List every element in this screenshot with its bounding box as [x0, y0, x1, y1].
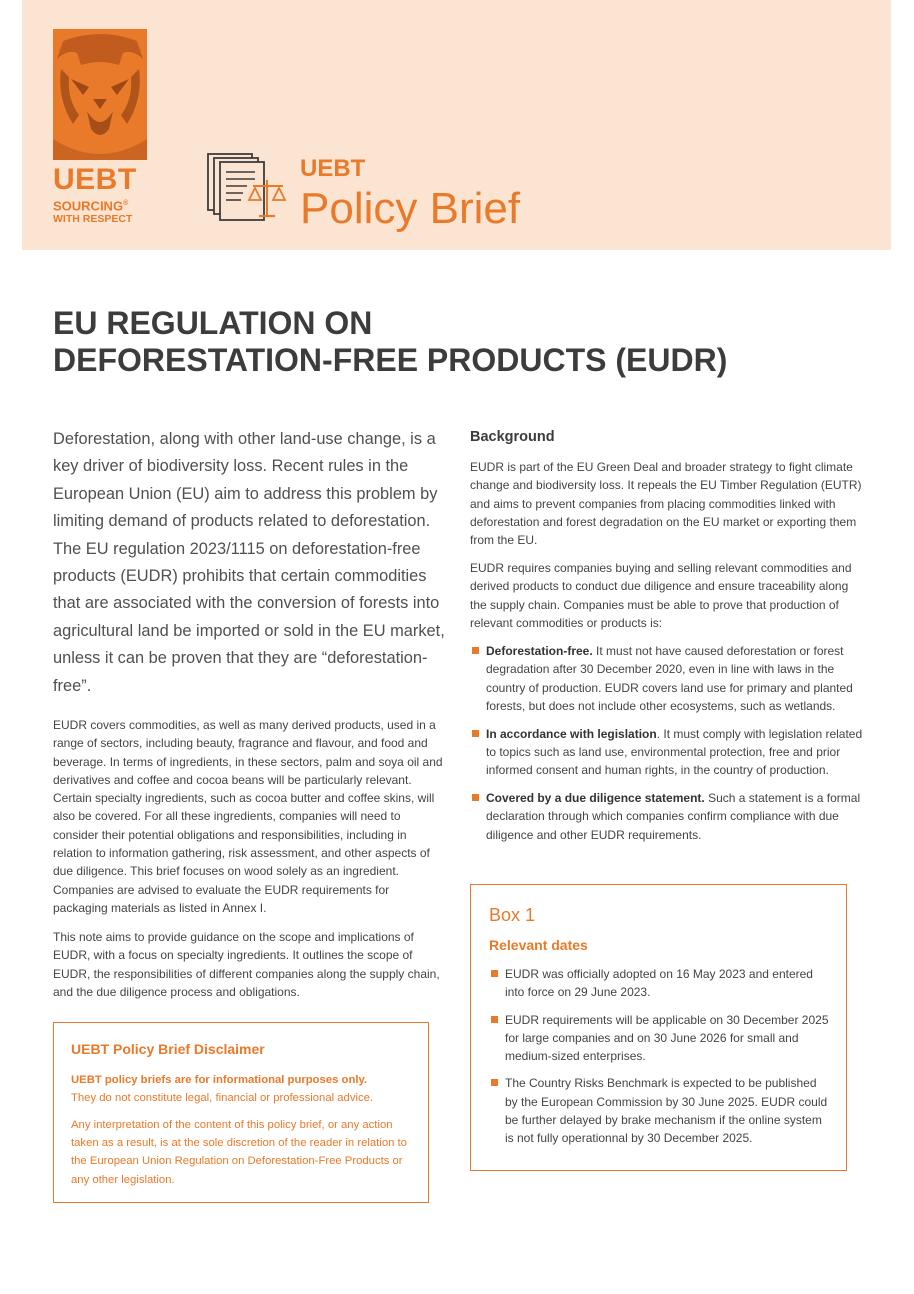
tiger-face-icon: [53, 29, 147, 160]
background-heading: Background: [470, 429, 555, 445]
box-subtitle: Relevant dates: [489, 937, 588, 953]
disclaimer-title: UEBT Policy Brief Disclaimer: [71, 1041, 265, 1057]
purpose-paragraph: This note aims to provide guidance on the scope and implications of EUDR, with a focus on specialty ingredients. It outlines the scope of EUDR, the responsibilities of different companies along the supply chain, and the due diligence process and obligations.: [53, 930, 440, 999]
scope-paragraph: EUDR covers commodities, as well as many derived products, used in a range of sectors, including beauty, fragrance and flavour, and food and beverage. In terms of ingredients, in these sectors, palm and soya oil and derivatives and coffee and cocoa beans will be particularly relevant. Certain specialty ingredients, such as cocoa butter and coffee skins, will also be covered. For all these ingredients, companies will need to consider their potential obligations and responsibilities, including in relation to information gathering, risk assessment, and other aspects of due diligence. This brief focuses on wood solely as an ingredient. Companies are advised to evaluate the EUDR requirements for packaging materials as listed in Annex I.: [53, 718, 443, 915]
list-item: [489, 965, 829, 1002]
brief-org: UEBT: [300, 155, 366, 182]
list-item-text: . It must comply with legislation related to topics such as land use, environmental protection, free and prior informed consent and human rights, in the country of production.: [486, 726, 863, 778]
list-item: [489, 1011, 829, 1066]
page-title-line-1: EU REGULATION ON: [53, 305, 373, 341]
list-item-text: EUDR was officially adopted on 16 May 2023 and entered into force on 29 June 2023.: [505, 967, 813, 1000]
list-item: [489, 1074, 829, 1147]
list-item-bold: Deforestation-free.: [486, 644, 593, 658]
bullet-square-icon: [491, 970, 498, 977]
lead-text-1: Deforestation, along with other land-use change, is a key driver of biodiversity loss. Recent rules in the European Union (EU) aim to address this problem by limiting demand of products related to deforestation.: [53, 430, 438, 531]
list-item-text: Such a statement is a formal declaration through which companies confirm compliance with due diligence and other EUDR requirements.: [486, 791, 861, 842]
list-item: [470, 642, 865, 715]
dates-list: [489, 965, 829, 1157]
uebt-logo-text: [53, 165, 163, 225]
page-title-line-2: DEFORESTATION-FREE PRODUCTS (EUDR): [53, 342, 728, 378]
logo-brand: UEBT: [53, 163, 137, 196]
disclaimer-intro: [71, 1071, 416, 1107]
box-title: Box 1: [489, 905, 536, 925]
bullet-square-icon: [491, 1079, 498, 1086]
bullet-square-icon: [491, 1016, 498, 1023]
bullet-square-icon: [472, 647, 479, 654]
disclaimer-intro-rest: They do not constitute legal, financial or professional advice.: [71, 1092, 374, 1104]
background-paragraph-1: EUDR is part of the EU Green Deal and broader strategy to fight climate change and biodiversity loss. It repeals the EU Timber Regulation (EUTR) and aims to prevent companies from placing commodities linked with deforestation and forest degradation on the EU market or exporting them from the EU.: [470, 460, 862, 548]
uebt-logo-mark: [53, 29, 147, 160]
logo-tagline-2: WITH RESPECT: [53, 213, 133, 226]
disclaimer-intro-bold: UEBT policy briefs are for informational purposes only.: [71, 1074, 368, 1086]
list-item-text: The Country Risks Benchmark is expected to be published by the European Commission by 30 June 2025. EUDR could be further delayed by brake mechanism if the online system is not fully operationnal by 30 December 2025.: [505, 1076, 828, 1146]
list-item-text: EUDR requirements will be applicable on 30 December 2025 for large companies and on 30 June 2026 for small and medium-sized enterprises.: [505, 1012, 829, 1064]
lead-text-2: The EU regulation 2023/1115 on deforestation-free products (EUDR) prohibits that certain commodities that are associated with the conversion of forests into agricultural land be imported or sold in the EU market, unless it can be proven that they are “deforestation-free”.: [53, 539, 445, 695]
list-item: [470, 789, 865, 844]
logo-tagline-1: SOURCING: [53, 198, 124, 214]
brief-title: Policy Brief: [300, 184, 521, 233]
disclaimer-box: [53, 1022, 429, 1203]
requirements-list: [470, 642, 865, 853]
list-item-text: It must not have caused deforestation or forest degradation after 30 December 2020, even in line with laws in the country of production. EUDR covers land use for primary and planted forests, but does not include other ecosystems, such as wetlands.: [486, 644, 853, 713]
list-item-bold: Covered by a due diligence statement.: [486, 791, 705, 806]
disclaimer-body: Any interpretation of the content of this policy brief, or any action taken as a result, is at the sole discretion of the reader in relation to the European Union Regulation on Deforestation-Free Products or any other legislation.: [71, 1119, 407, 1186]
lead-paragraph: [53, 426, 448, 700]
list-item-bold: In accordance with legislation: [486, 726, 657, 741]
list-item: [470, 725, 865, 780]
background-paragraph-2: EUDR requires companies buying and selling relevant commodities and derived products to conduct due diligence and ensure traceability along the supply chain. Companies must be able to prove that production of relevant commodities or products is:: [470, 561, 852, 630]
registered-mark: ®: [123, 200, 129, 207]
document-scales-icon: [205, 152, 289, 224]
bullet-square-icon: [472, 794, 479, 801]
bullet-square-icon: [472, 730, 479, 737]
page-title: [53, 305, 873, 379]
box-relevant-dates: [470, 884, 847, 1171]
